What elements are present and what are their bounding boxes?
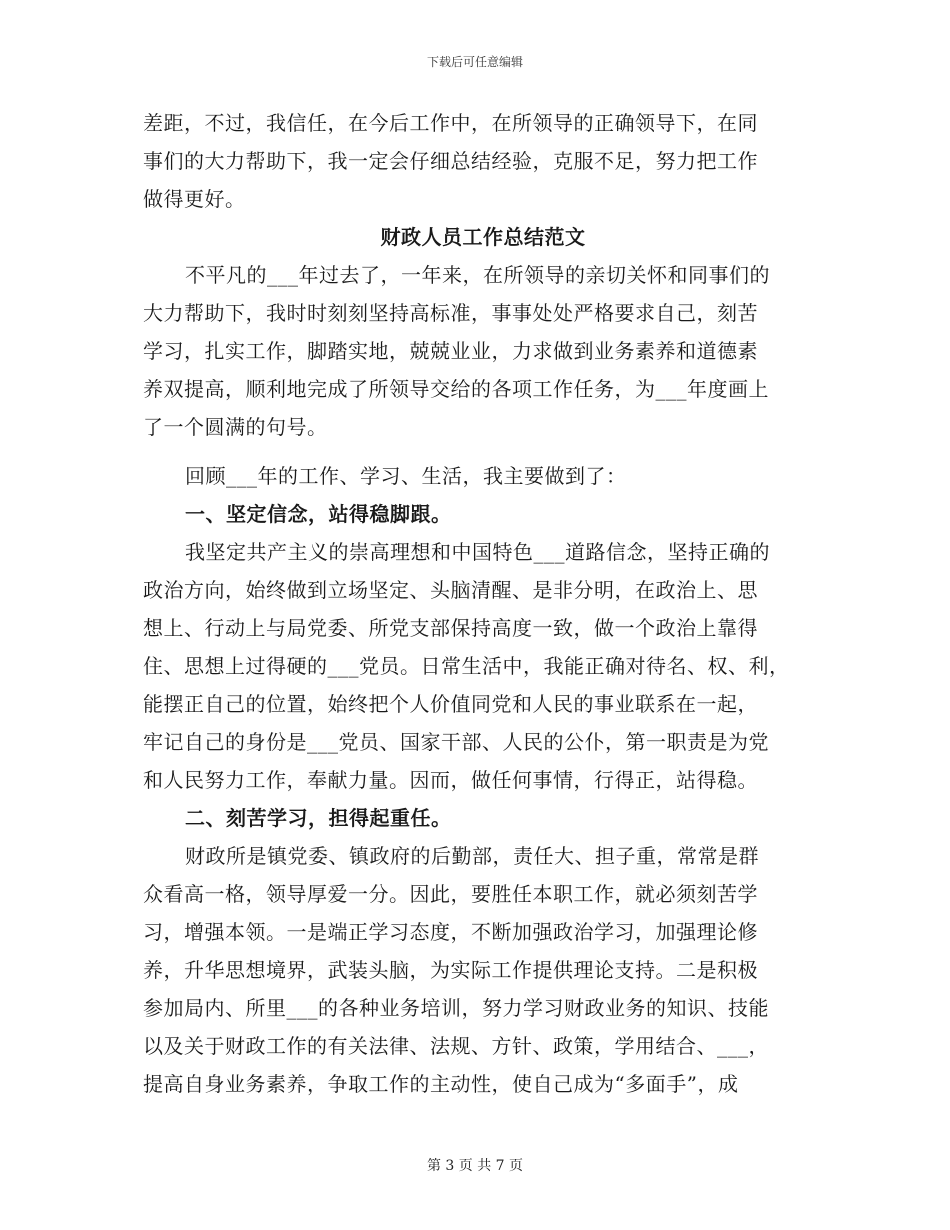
section-heading-1: 一、坚定信念，站得稳脚跟。 bbox=[185, 502, 452, 526]
paragraph-line: 和人民努力工作，奉献力量。因而，做任何事情，行得正，站得稳。 bbox=[143, 768, 758, 792]
paragraph-line: 大力帮助下，我时时刻刻坚持高标准，事事处处严格要求自己，刻苦 bbox=[143, 301, 758, 325]
paragraph-line: 回顾___年的工作、学习、生活，我主要做到了： bbox=[185, 464, 627, 488]
paragraph-line: 习，增强本领。一是端正学习态度，不断加强政治学习，加强理论修 bbox=[143, 920, 758, 944]
paragraph-line: 住、思想上过得硬的___党员。日常生活中，我能正确对待名、权、利， bbox=[143, 654, 790, 678]
paragraph-line: 能摆正自己的位置，始终把个人价值同党和人民的事业联系在一起， bbox=[143, 692, 758, 716]
paragraph-line: 众看高一格，领导厚爱一分。因此，要胜任本职工作，就必须刻苦学 bbox=[143, 882, 758, 906]
paragraph-line: 牢记自己的身份是___党员、国家干部、人民的公仆，第一职责是为党 bbox=[143, 730, 769, 754]
paragraph-line: 了一个圆满的句号。 bbox=[143, 415, 328, 439]
page-number: 第 3 页 共 7 页 bbox=[426, 1158, 524, 1174]
paragraph-line: 财政所是镇党委、镇政府的后勤部，责任大、担子重，常常是群 bbox=[185, 844, 759, 868]
document-title: 财政人员工作总结范文 bbox=[380, 225, 586, 249]
document-body bbox=[143, 104, 823, 1103]
paragraph-line: 政治方向，始终做到立场坚定、头脑清醒、是非分明，在政治上、思 bbox=[143, 578, 758, 602]
paragraph-line: 学习，扎实工作，脚踏实地，兢兢业业，力求做到业务素养和道德素 bbox=[143, 339, 758, 363]
paragraph-line: 提高自身业务素养，争取工作的主动性，使自己成为“多面手”，成 bbox=[143, 1072, 739, 1096]
paragraph-line: 不平凡的___年过去了，一年来，在所领导的亲切关怀和同事们的 bbox=[185, 263, 770, 287]
section-heading-2: 二、刻苦学习，担得起重任。 bbox=[185, 806, 452, 830]
paragraph-line: 以及关于财政工作的有关法律、法规、方针、政策，学用结合、___， bbox=[143, 1034, 769, 1058]
paragraph-line: 想上、行动上与局党委、所党支部保持高度一致，做一个政治上靠得 bbox=[143, 616, 758, 640]
paragraph-line: 养，升华思想境界，武装头脑，为实际工作提供理论支持。二是积极 bbox=[143, 958, 758, 982]
header-note: 下载后可任意编辑 bbox=[426, 55, 523, 69]
paragraph-line: 我坚定共产主义的崇高理想和中国特色___道路信念，坚持正确的 bbox=[185, 540, 770, 564]
intro-line: 事们的大力帮助下，我一定会仔细总结经验，克服不足，努力把工作 bbox=[143, 149, 758, 173]
intro-line: 做得更好。 bbox=[143, 187, 246, 211]
paragraph-line: 参加局内、所里___的各种业务培训，努力学习财政业务的知识、技能 bbox=[143, 996, 769, 1020]
paragraph-line: 养双提高，顺利地完成了所领导交给的各项工作任务，为___年度画上 bbox=[143, 377, 769, 401]
intro-line: 差距，不过，我信任，在今后工作中，在所领导的正确领导下，在同 bbox=[143, 111, 758, 135]
